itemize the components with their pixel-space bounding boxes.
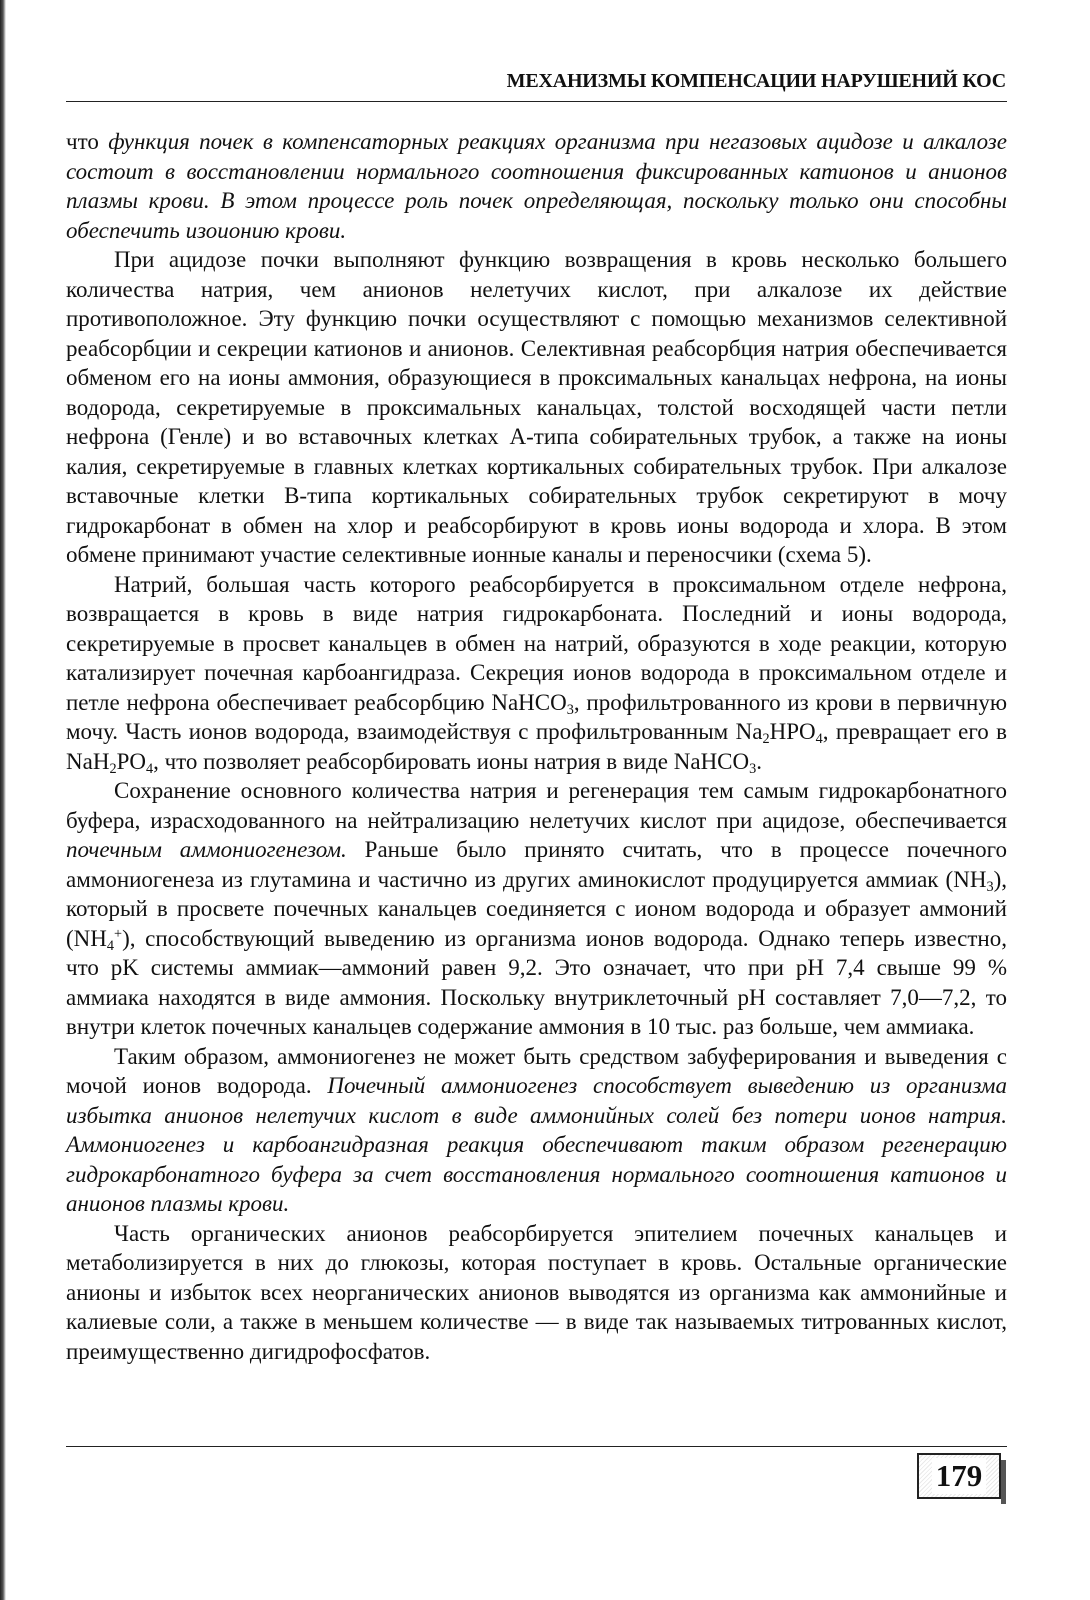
p4-sub-d: 4 xyxy=(106,937,115,954)
paragraph-1 xyxy=(66,127,1007,245)
scan-edge-shadow xyxy=(0,0,6,1600)
paragraph-1-lead: что xyxy=(66,129,109,154)
p3-sub-e: 4 xyxy=(145,760,154,777)
header-rule xyxy=(66,101,1007,102)
p5-text-a: Таким образом, аммониогенез не может быть средством забуферирования и выведения с мочой ионов водорода. xyxy=(66,1043,1007,1098)
p3-text-f: , что позволяет реабсорбировать ионы натрия в виде NaHCO xyxy=(153,748,750,774)
p3-text-a: Натрий, большая часть которого реабсорбируется в проксимальном отделе нефрона, возвращается в кровь в виде натрия гидрокарбоната. Последний и ионы водорода, секретируемые в просвет канальцев в обмен на натрий, образуются в ходе реакции, которую катализирует почечная карбоангидраза. Секреция ионов водорода в проксимальном отделе и петле нефрона обеспечивает реабсорбцию NaHCO xyxy=(66,571,1007,715)
paragraph-1-italic: функция почек в компенсаторных реакциях организма при негазовых ацидозе и алкалозе состоит в восстановлении нормального соотношения фиксированных катионов и анионов плазмы крови. В этом процессе роль почек определяющая, поскольку только они способны обеспечить изоионию крови. xyxy=(66,129,1007,243)
p3-sub-d: 2 xyxy=(109,760,117,777)
p3-sub-b: 2 xyxy=(762,730,770,747)
paragraph-4 xyxy=(66,776,1007,1042)
p3-text-c: HPO xyxy=(769,719,816,744)
p4-italic-term: почечным аммониогенезом. xyxy=(66,837,347,862)
paragraph-2: При ацидозе почки выполняют функцию возвращения в кровь несколько большего количества натрия, чем анионов нелетучих кислот, при алкалозе их действие противоположное. Эту функцию почки осуществляют с помощью механизмов селективной реабсорбции и секреции катионов и анионов. Селективная реабсорбция натрия обеспечивается обменом его на ионы аммония, образующиеся в проксимальных канальцах нефрона, на ионы водорода, секретируемые в проксимальных канальцах, толстой восходящей части петли нефрона (Генле) и во вставочных клетках А-типа собирательных трубок, а также на ионы калия, секретируемые в главных клетках кортикальных собирательных трубок. При алкалозе вставочные клетки В-типа кортикальных собирательных трубок секретируют в мочу гидрокарбонат в обмен на хлор и реабсорбируют в кровь ионы водорода и хлора. В этом обмене принимают участие селективные ионные каналы и переносчики (схема 5). xyxy=(66,247,1007,567)
p3-sub-a: 3 xyxy=(566,701,574,718)
p4-text-e: ), способствующий выведению из организма ионов водорода. Однако теперь известно, что pK системы аммиак—аммоний равен 9,2. Это означает, что при pH 7,4 свыше 99 % аммиака находятся в виде аммония. Поскольку внутриклеточный pH составляет 7,0—7,2, то внутри клеток почечных канальцев содержание аммония в 10 тыс. раз больше, чем аммиака. xyxy=(66,925,1007,1039)
p4-text-d: ), который в просвете почечных канальцев соединяется с ионом водорода и образует аммоний (NH xyxy=(66,866,1007,951)
p4-text-c: Раньше было принято считать, что в процессе почечного аммониогенеза из глутамина и частично из других аминокислот продуцируется аммиак (NH xyxy=(66,837,1007,892)
p4-sub-c: 3 xyxy=(986,878,994,895)
page-number: 179 xyxy=(932,1458,987,1494)
p4-text-a: Сохранение основного количества натрия и регенерация тем самым гидрокарбонатного буфера, израсходованного на нейтрализацию нелетучих кислот при ацидозе, обеспечивается xyxy=(66,778,1007,833)
p3-sub-c: 4 xyxy=(815,730,823,747)
p3-text-b: , профильтрованного из крови в первичную мочу. Часть ионов водорода, взаимодействуя с профильтрованным Na xyxy=(66,689,1008,744)
p3-text-d: , превращает его в NaH xyxy=(66,719,1007,774)
p3-sub-f: 3 xyxy=(749,760,757,777)
page-number-box xyxy=(917,1453,1001,1499)
paragraph-6: Часть органических анионов реабсорбируется эпителием почечных канальцев и метаболизируется в них до глюкозы, которая поступает в кровь. Остальные органические анионы и избыток всех неорганических анионов выводятся из организма как аммонийные и калиевые соли, а также в меньшем количестве — в виде так называемых титрованных кислот, преимущественно дигидрофосфатов. xyxy=(66,1220,1007,1364)
running-header: МЕХАНИЗМЫ КОМПЕНСАЦИИ НАРУШЕНИЙ КОС xyxy=(506,70,1006,92)
p5-italic: Почечный аммониогенез способствует выведению из организма избытка анионов нелетучих кислот в виде аммонийных солей без потери ионов натрия. Аммониогенез и карбоангидразная реакция обеспечивают таким образом регенерацию гидрокарбонатного буфера за счет восстановления нормального соотношения катионов и анионов плазмы крови. xyxy=(66,1073,1007,1216)
main-text xyxy=(66,127,1007,1366)
paragraph-3 xyxy=(66,570,1007,777)
p3-text-e: PO xyxy=(116,748,146,774)
p4-sup-d: + xyxy=(114,925,123,942)
p3-text-g: . xyxy=(756,748,763,774)
paragraph-5 xyxy=(66,1042,1007,1219)
footer-rule xyxy=(66,1446,1007,1447)
